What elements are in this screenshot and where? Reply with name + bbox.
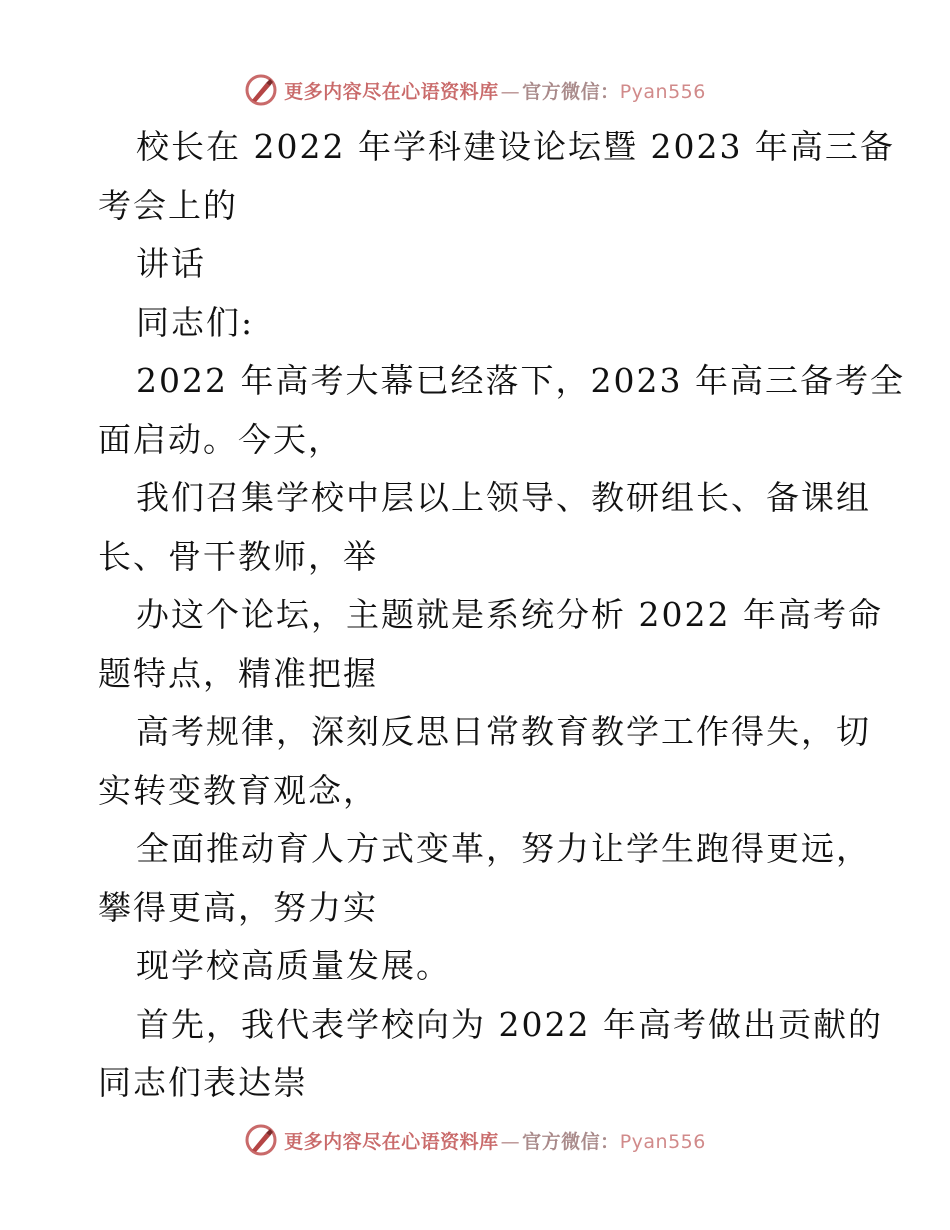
watermark-text: 更多内容尽在心语资料库 — 官方微信：Pyan556 <box>284 80 706 103</box>
footer-watermark <box>0 1120 950 1160</box>
document-line: 现学校高质量发展。 <box>136 946 451 985</box>
watermark-text: 更多内容尽在心语资料库 — 官方微信：Pyan556 <box>284 1130 706 1153</box>
document-line: 面启动。今天， <box>98 419 343 459</box>
document-line: 实转变教育观念， <box>98 770 378 810</box>
document-line: 全面推动育人方式变革，努力让学生跑得更远， <box>136 829 871 868</box>
document-line: 讲话 <box>136 244 206 283</box>
document-line: 办这个论坛，主题就是系统分析 2022 年高考命 <box>136 595 883 634</box>
document-line: 同志们: <box>136 302 255 342</box>
document-line: 题特点，精准把握 <box>98 653 378 693</box>
document-line: 我们召集学校中层以上领导、教研组长、备课组 <box>136 478 871 517</box>
header-watermark <box>0 70 950 110</box>
document-line: 校长在 2022 年学科建设论坛暨 2023 年高三备 <box>136 127 895 166</box>
document-line: 首先，我代表学校向为 2022 年高考做出贡献的 <box>136 1004 883 1044</box>
document-line: 考会上的 <box>98 185 238 225</box>
document-line: 2022 年高考大幕已经落下，2023 年高三备考全 <box>136 361 905 400</box>
document-line: 长、骨干教师，举 <box>98 536 378 576</box>
document-line: 攀得更高，努力实 <box>98 887 378 927</box>
document-line: 高考规律，深刻反思日常教育教学工作得失，切 <box>136 712 871 751</box>
document-body <box>98 118 905 1113</box>
pen-circle-logo-icon <box>244 73 278 107</box>
pen-circle-logo-icon <box>244 1123 278 1157</box>
document-line: 同志们表达崇 <box>98 1063 308 1102</box>
